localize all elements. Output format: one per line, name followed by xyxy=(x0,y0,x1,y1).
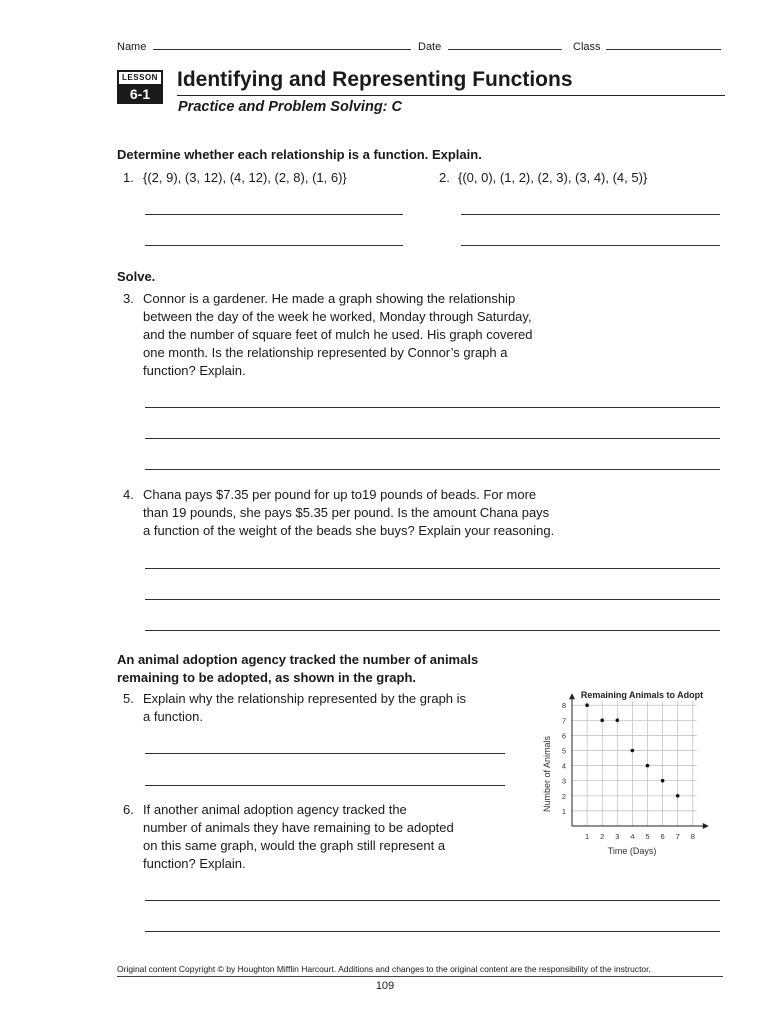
answer-line-1b[interactable] xyxy=(145,245,403,246)
answer-line-4a[interactable] xyxy=(145,568,720,569)
chart-grid xyxy=(572,701,697,826)
section3-instruction: An animal adoption agency tracked the number of animals remaining to be adopted, as shown in the graph. xyxy=(117,652,479,685)
question-5-text: Explain why the relationship represented by the graph is a function. xyxy=(143,691,467,724)
chart-x-ticks xyxy=(585,832,695,841)
question-4-number: 4. xyxy=(123,487,134,502)
answer-line-2b[interactable] xyxy=(461,245,720,246)
question-6-number: 6. xyxy=(123,802,134,817)
title-divider xyxy=(177,95,725,96)
y-tick-label: 6 xyxy=(561,731,566,741)
question-6-text: If another animal adoption agency tracked the number of animals they have remaining to be adopted on this same graph, would the graph still represent a function? Explain. xyxy=(143,802,454,871)
page-title: Identifying and Representing Functions xyxy=(177,68,573,91)
question-3-text: Connor is a gardener. He made a graph showing the relationship between the day of the week he worked, Monday through Saturday, and the number of square feet of mulch he used. His graph covered one month. Is the relationship represented by Connor’s graph a function? Explain. xyxy=(143,291,533,378)
date-label: Date xyxy=(418,41,442,53)
question-3-number: 3. xyxy=(123,291,134,306)
question-2 xyxy=(439,169,739,189)
x-tick-label: 7 xyxy=(675,832,680,841)
name-blank[interactable] xyxy=(153,39,411,50)
answer-line-4b[interactable] xyxy=(145,599,720,600)
class-blank[interactable] xyxy=(606,39,721,50)
question-2-text: {(0, 0), (1, 2), (2, 3), (3, 4), (4, 5)} xyxy=(458,170,648,185)
answer-line-6b[interactable] xyxy=(145,931,720,932)
answer-line-3a[interactable] xyxy=(145,407,720,408)
answer-line-3b[interactable] xyxy=(145,438,720,439)
x-tick-label: 1 xyxy=(585,832,590,841)
chart-title: Remaining Animals to Adopt xyxy=(580,690,704,700)
question-1-number: 1. xyxy=(123,170,134,185)
y-tick-label: 3 xyxy=(561,776,566,786)
y-tick-label: 4 xyxy=(561,761,566,771)
data-point xyxy=(676,794,680,798)
y-tick-label: 1 xyxy=(561,806,566,816)
section1-instruction: Determine whether each relationship is a function. Explain. xyxy=(117,147,482,162)
question-5-number: 5. xyxy=(123,691,134,706)
remaining-animals-chart xyxy=(530,682,720,862)
x-tick-label: 8 xyxy=(690,832,695,841)
chart-x-label: Time (Days) xyxy=(607,846,657,856)
question-4 xyxy=(123,486,723,542)
class-field[interactable] xyxy=(573,39,721,53)
answer-line-5a[interactable] xyxy=(145,753,505,754)
x-tick-label: 4 xyxy=(630,832,635,841)
y-tick-label: 7 xyxy=(561,716,566,726)
question-6 xyxy=(123,801,513,875)
date-field[interactable] xyxy=(418,39,562,53)
y-tick-label: 2 xyxy=(561,791,566,801)
question-3 xyxy=(123,290,723,382)
x-tick-label: 6 xyxy=(660,832,665,841)
x-tick-label: 5 xyxy=(645,832,650,841)
data-point xyxy=(631,749,635,753)
answer-line-6a[interactable] xyxy=(145,900,720,901)
page-subtitle: Practice and Problem Solving: C xyxy=(178,99,402,115)
x-axis-arrow-icon xyxy=(703,823,709,829)
question-1-text: {(2, 9), (3, 12), (4, 12), (2, 8), (1, 6)} xyxy=(143,170,347,185)
x-tick-label: 3 xyxy=(615,832,620,841)
data-point xyxy=(646,764,650,768)
answer-line-4c[interactable] xyxy=(145,630,720,631)
question-4-text: Chana pays $7.35 per pound for up to19 pounds of beads. For more than 19 pounds, she pays $5.35 per pound. Is the amount Chana pays a function of the weight of the beads she buys? Explain your reasoning. xyxy=(143,487,555,538)
data-point xyxy=(616,719,620,723)
copyright-footer: Original content Copyright © by Houghton Mifflin Harcourt. Additions and changes to the original content are the responsibility of the instructor. xyxy=(117,964,651,974)
data-point xyxy=(661,779,665,783)
answer-line-5b[interactable] xyxy=(145,785,505,786)
answer-line-1a[interactable] xyxy=(145,214,403,215)
answer-line-2a[interactable] xyxy=(461,214,720,215)
name-field[interactable] xyxy=(117,39,411,53)
question-1 xyxy=(123,169,423,189)
lesson-badge-label: LESSON xyxy=(119,72,161,84)
chart-y-ticks xyxy=(562,701,566,816)
y-tick-label: 5 xyxy=(561,746,566,756)
lesson-number: 6-1 xyxy=(129,86,151,102)
lesson-badge xyxy=(117,70,163,104)
section2-instruction: Solve. xyxy=(117,269,156,284)
question-2-number: 2. xyxy=(439,170,450,185)
question-5 xyxy=(123,690,513,728)
date-blank[interactable] xyxy=(448,39,562,50)
name-label: Name xyxy=(117,41,147,53)
page-number: 109 xyxy=(375,980,395,992)
chart-y-label: Number of Animals xyxy=(542,735,552,813)
y-axis-arrow-icon xyxy=(569,693,575,699)
y-tick-label: 8 xyxy=(561,701,566,711)
chart-axes xyxy=(569,693,709,829)
class-label: Class xyxy=(573,41,601,53)
footer-divider xyxy=(117,976,723,977)
x-tick-label: 2 xyxy=(600,832,605,841)
answer-line-3c[interactable] xyxy=(145,469,720,470)
data-point xyxy=(600,719,604,723)
data-point xyxy=(585,703,589,707)
